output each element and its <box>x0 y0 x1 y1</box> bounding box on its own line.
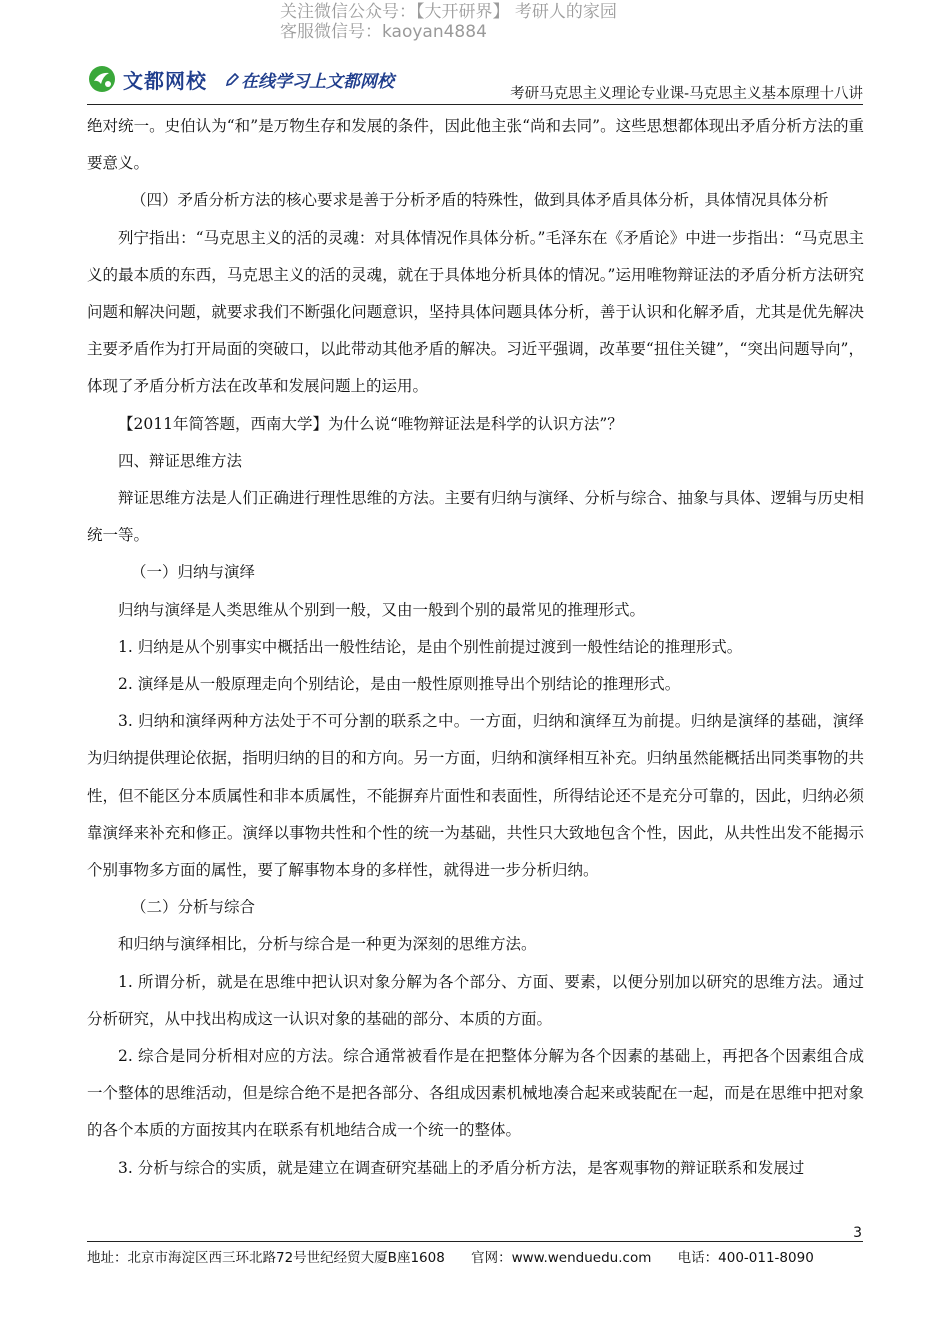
logo-slogan <box>225 67 394 92</box>
footer-website: 官网：www.wenduedu.com <box>471 1250 652 1266</box>
list-item: 2. 综合是同分析相对应的方法。综合通常被看作是在把整体分解为各个因素的基础上，再把各个因素组合成一个整体的思维活动，但是综合绝不是把各部分、各组成因素机械地凑合起来或装配在一起，而是在思维中把对象的各个本质的方面按其内在联系有机地结合成一个统一的整体。 <box>87 1047 864 1140</box>
paragraph: 和归纳与演绎相比，分析与综合是一种更为深刻的思维方法。 <box>118 935 537 954</box>
page-number: 3 <box>853 1225 862 1241</box>
page-footer <box>87 1241 863 1266</box>
exam-question: 【2011年简答题，西南大学】为什么说“唯物辩证法是科学的认识方法”？ <box>118 414 623 433</box>
wendu-logo-icon <box>87 64 117 94</box>
list-item: 1. 所谓分析，就是在思维中把认识对象分解为各个部分、方面、要素，以便分别加以研究的思维方法。通过分析研究，从中找出构成这一认识对象的基础的部分、本质的方面。 <box>87 972 864 1028</box>
list-item: 1. 归纳是从个别事实中概括出一般性结论，是由个别性前提过渡到一般性结论的推理形式。 <box>118 637 743 656</box>
pen-icon <box>225 73 239 87</box>
section-heading: （二）分析与综合 <box>131 898 256 917</box>
watermark-line-2: 客服微信号：kaoyan4884 <box>280 22 487 42</box>
watermark <box>280 2 617 42</box>
paragraph: 绝对统一。史伯认为“和”是万物生存和发展的条件，因此他主张“尚和去同”。这些思想都体现出矛盾分析方法的重要意义。 <box>87 117 864 173</box>
paragraph: 辩证思维方法是人们正确进行理性思维的方法。主要有归纳与演绎、分析与综合、抽象与具体、逻辑与历史相统一等。 <box>87 489 864 545</box>
footer-phone: 电话：400-011-8090 <box>677 1250 814 1266</box>
logo-name: 文都网校 <box>123 68 207 93</box>
document-body <box>87 108 864 1187</box>
paragraph: 列宁指出：“马克思主义的活的灵魂：对具体情况作具体分析。”毛泽东在《矛盾论》中进一步指出：“马克思主义的最本质的东西，马克思主义的活的灵魂，就在于具体地分析具体的情况。”运用唯物辩证法的矛盾分析方法研究问题和解决问题，就要求我们不断强化问题意识，坚持具体问题具体分析，善于认识和化解矛盾，尤其是优先解决主要矛盾作为打开局面的突破口，以此带动其他矛盾的解决。习近平强调，改革要“扭住关键”，“突出问题导向”，体现了矛盾分析方法在改革和发展问题上的运用。 <box>87 228 864 396</box>
page-header <box>87 62 863 105</box>
list-item: 3. 归纳和演绎两种方法处于不可分割的联系之中。一方面，归纳和演绎互为前提。归纳是演绎的基础，演绎为归纳提供理论依据，指明归纳的目的和方向。另一方面，归纳和演绎相互补充。归纳虽然能概括出同类事物的共性，但不能区分本质属性和非本质属性，不能摒弃片面性和表面性，所得结论还不是充分可靠的，因此，归纳必须靠演绎来补充和修正。演绎以事物共性和个性的统一为基础，共性只大致地包含个性，因此，从共性出发不能揭示个别事物多方面的属性，要了解事物本身的多样性，就得进一步分析归纳。 <box>87 712 864 880</box>
list-item: 3. 分析与综合的实质，就是建立在调查研究基础上的矛盾分析方法，是客观事物的辩证联系和发展过 <box>118 1158 805 1177</box>
section-heading: （四）矛盾分析方法的核心要求是善于分析矛盾的特殊性，做到具体矛盾具体分析，具体情况具体分析 <box>131 191 829 210</box>
paragraph: 归纳与演绎是人类思维从个别到一般，又由一般到个别的最常见的推理形式。 <box>118 600 646 619</box>
header-title: 考研马克思主义理论专业课-马克思主义基本原理十八讲 <box>510 86 863 102</box>
section-heading: （一）归纳与演绎 <box>131 563 256 582</box>
section-heading: 四、辩证思维方法 <box>118 451 243 470</box>
logo-slogan-text: 在线学习上文都网校 <box>241 71 394 92</box>
logo <box>87 64 394 94</box>
list-item: 2. 演绎是从一般原理走向个别结论，是由一般性原则推导出个别结论的推理形式。 <box>118 675 681 694</box>
watermark-line-1: 关注微信公众号：【大开研界】 考研人的家园 <box>280 2 617 22</box>
footer-address: 地址：北京市海淀区西三环北路72号世纪经贸大厦B座1608 <box>87 1250 445 1266</box>
